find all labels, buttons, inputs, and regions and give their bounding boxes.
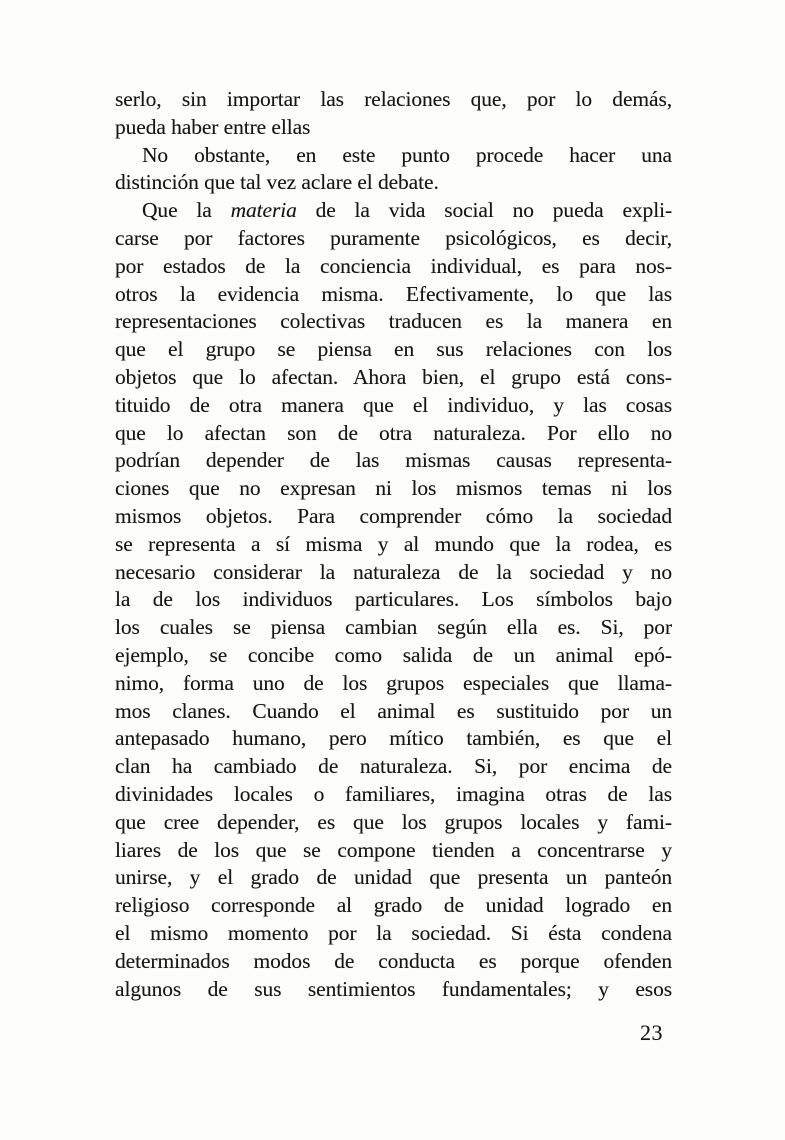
text-line (115, 559, 672, 587)
text-segment: clan ha cambiado de naturaleza. Si, por encima de (115, 754, 672, 779)
text-segment: Que la (142, 198, 231, 223)
text-line (115, 420, 672, 448)
text-segment: que cree depender, es que los grupos locales y fami- (115, 809, 672, 834)
text-line (115, 336, 672, 364)
text-line (115, 308, 672, 336)
text-segment: religioso corresponde al grado de unidad logrado en (115, 893, 672, 918)
text-segment: serlo, sin importar las relaciones que, por lo demás, (115, 87, 672, 111)
text-segment: por estados de la conciencia individual, es para nos- (115, 253, 672, 278)
text-segment: tituido de otra manera que el individuo, y las cosas (115, 392, 672, 417)
text-line (115, 364, 672, 392)
text-segment: distinción que tal vez aclare el debate. (115, 170, 439, 195)
text-segment: objetos que lo afectan. Ahora bien, el grupo está cons- (115, 364, 672, 389)
text-line (115, 753, 672, 781)
text-line (115, 169, 672, 197)
text-line (115, 642, 672, 670)
text-segment: el mismo momento por la sociedad. Si ésta condena (115, 920, 672, 945)
text-line (115, 197, 672, 225)
text-segment: divinidades locales o familiares, imagina otras de las (115, 781, 672, 806)
text-segment: los cuales se piensa cambian según ella es. Si, por (115, 615, 672, 640)
text-line (115, 920, 672, 948)
text-segment: pueda haber entre ellas (115, 114, 311, 139)
page-number: 23 (640, 1020, 663, 1045)
text-line (115, 114, 672, 142)
text-segment: de la vida social no pueda expli- (296, 198, 672, 223)
text-segment: necesario considerar la naturaleza de la sociedad y no (115, 559, 672, 584)
text-segment: liares de los que se compone tienden a concentrarse y (115, 837, 672, 862)
text-line (115, 614, 672, 642)
text-line (115, 837, 672, 865)
text-line (115, 142, 672, 170)
text-line (115, 809, 672, 837)
text-line (115, 948, 672, 976)
text-line (115, 781, 672, 809)
text-line (115, 670, 672, 698)
text-line (115, 864, 672, 892)
text-line (115, 725, 672, 753)
text-line (115, 503, 672, 531)
text-line (115, 253, 672, 281)
text-line (115, 475, 672, 503)
text-segment: que lo afectan son de otra naturaleza. Por ello no (115, 420, 672, 445)
text-line (115, 86, 672, 114)
text-segment: la de los individuos particulares. Los símbolos bajo (115, 587, 672, 612)
text-line (115, 392, 672, 420)
text-line (115, 531, 672, 559)
text-segment: nimo, forma uno de los grupos especiales que llama- (115, 670, 672, 695)
text-line (115, 976, 672, 1004)
text-line (115, 698, 672, 726)
text-segment: No obstante, en este punto procede hacer una (142, 142, 672, 167)
text-segment: algunos de sus sentimientos fundamentales; y esos (115, 976, 672, 1001)
text-block (115, 86, 672, 1003)
text-line (115, 892, 672, 920)
text-segment: ejemplo, se concibe como salida de un animal epó- (115, 642, 672, 667)
text-segment: otros la evidencia misma. Efectivamente, lo que las (115, 281, 672, 306)
text-segment: que el grupo se piensa en sus relaciones con los (115, 337, 672, 362)
text-line (115, 586, 672, 614)
text-segment: mos clanes. Cuando el animal es sustituido por un (115, 698, 672, 723)
text-segment: ciones que no expresan ni los mismos temas ni los (115, 476, 672, 501)
text-segment: carse por factores puramente psicológicos, es decir, (115, 225, 672, 250)
text-line (115, 281, 672, 309)
text-segment: determinados modos de conducta es porque ofenden (115, 948, 672, 973)
text-segment: representaciones colectivas traducen es la manera en (115, 309, 672, 334)
text-segment: podrían depender de las mismas causas representa- (115, 448, 672, 473)
text-segment: antepasado humano, pero mítico también, es que el (115, 726, 672, 751)
text-segment: se representa a sí misma y al mundo que la rodea, es (115, 531, 672, 556)
text-line (115, 447, 672, 475)
text-segment: unirse, y el grado de unidad que presenta un panteón (115, 865, 672, 890)
text-line (115, 225, 672, 253)
text-segment: mismos objetos. Para comprender cómo la sociedad (115, 503, 672, 528)
italic-text-segment: materia (230, 198, 297, 223)
